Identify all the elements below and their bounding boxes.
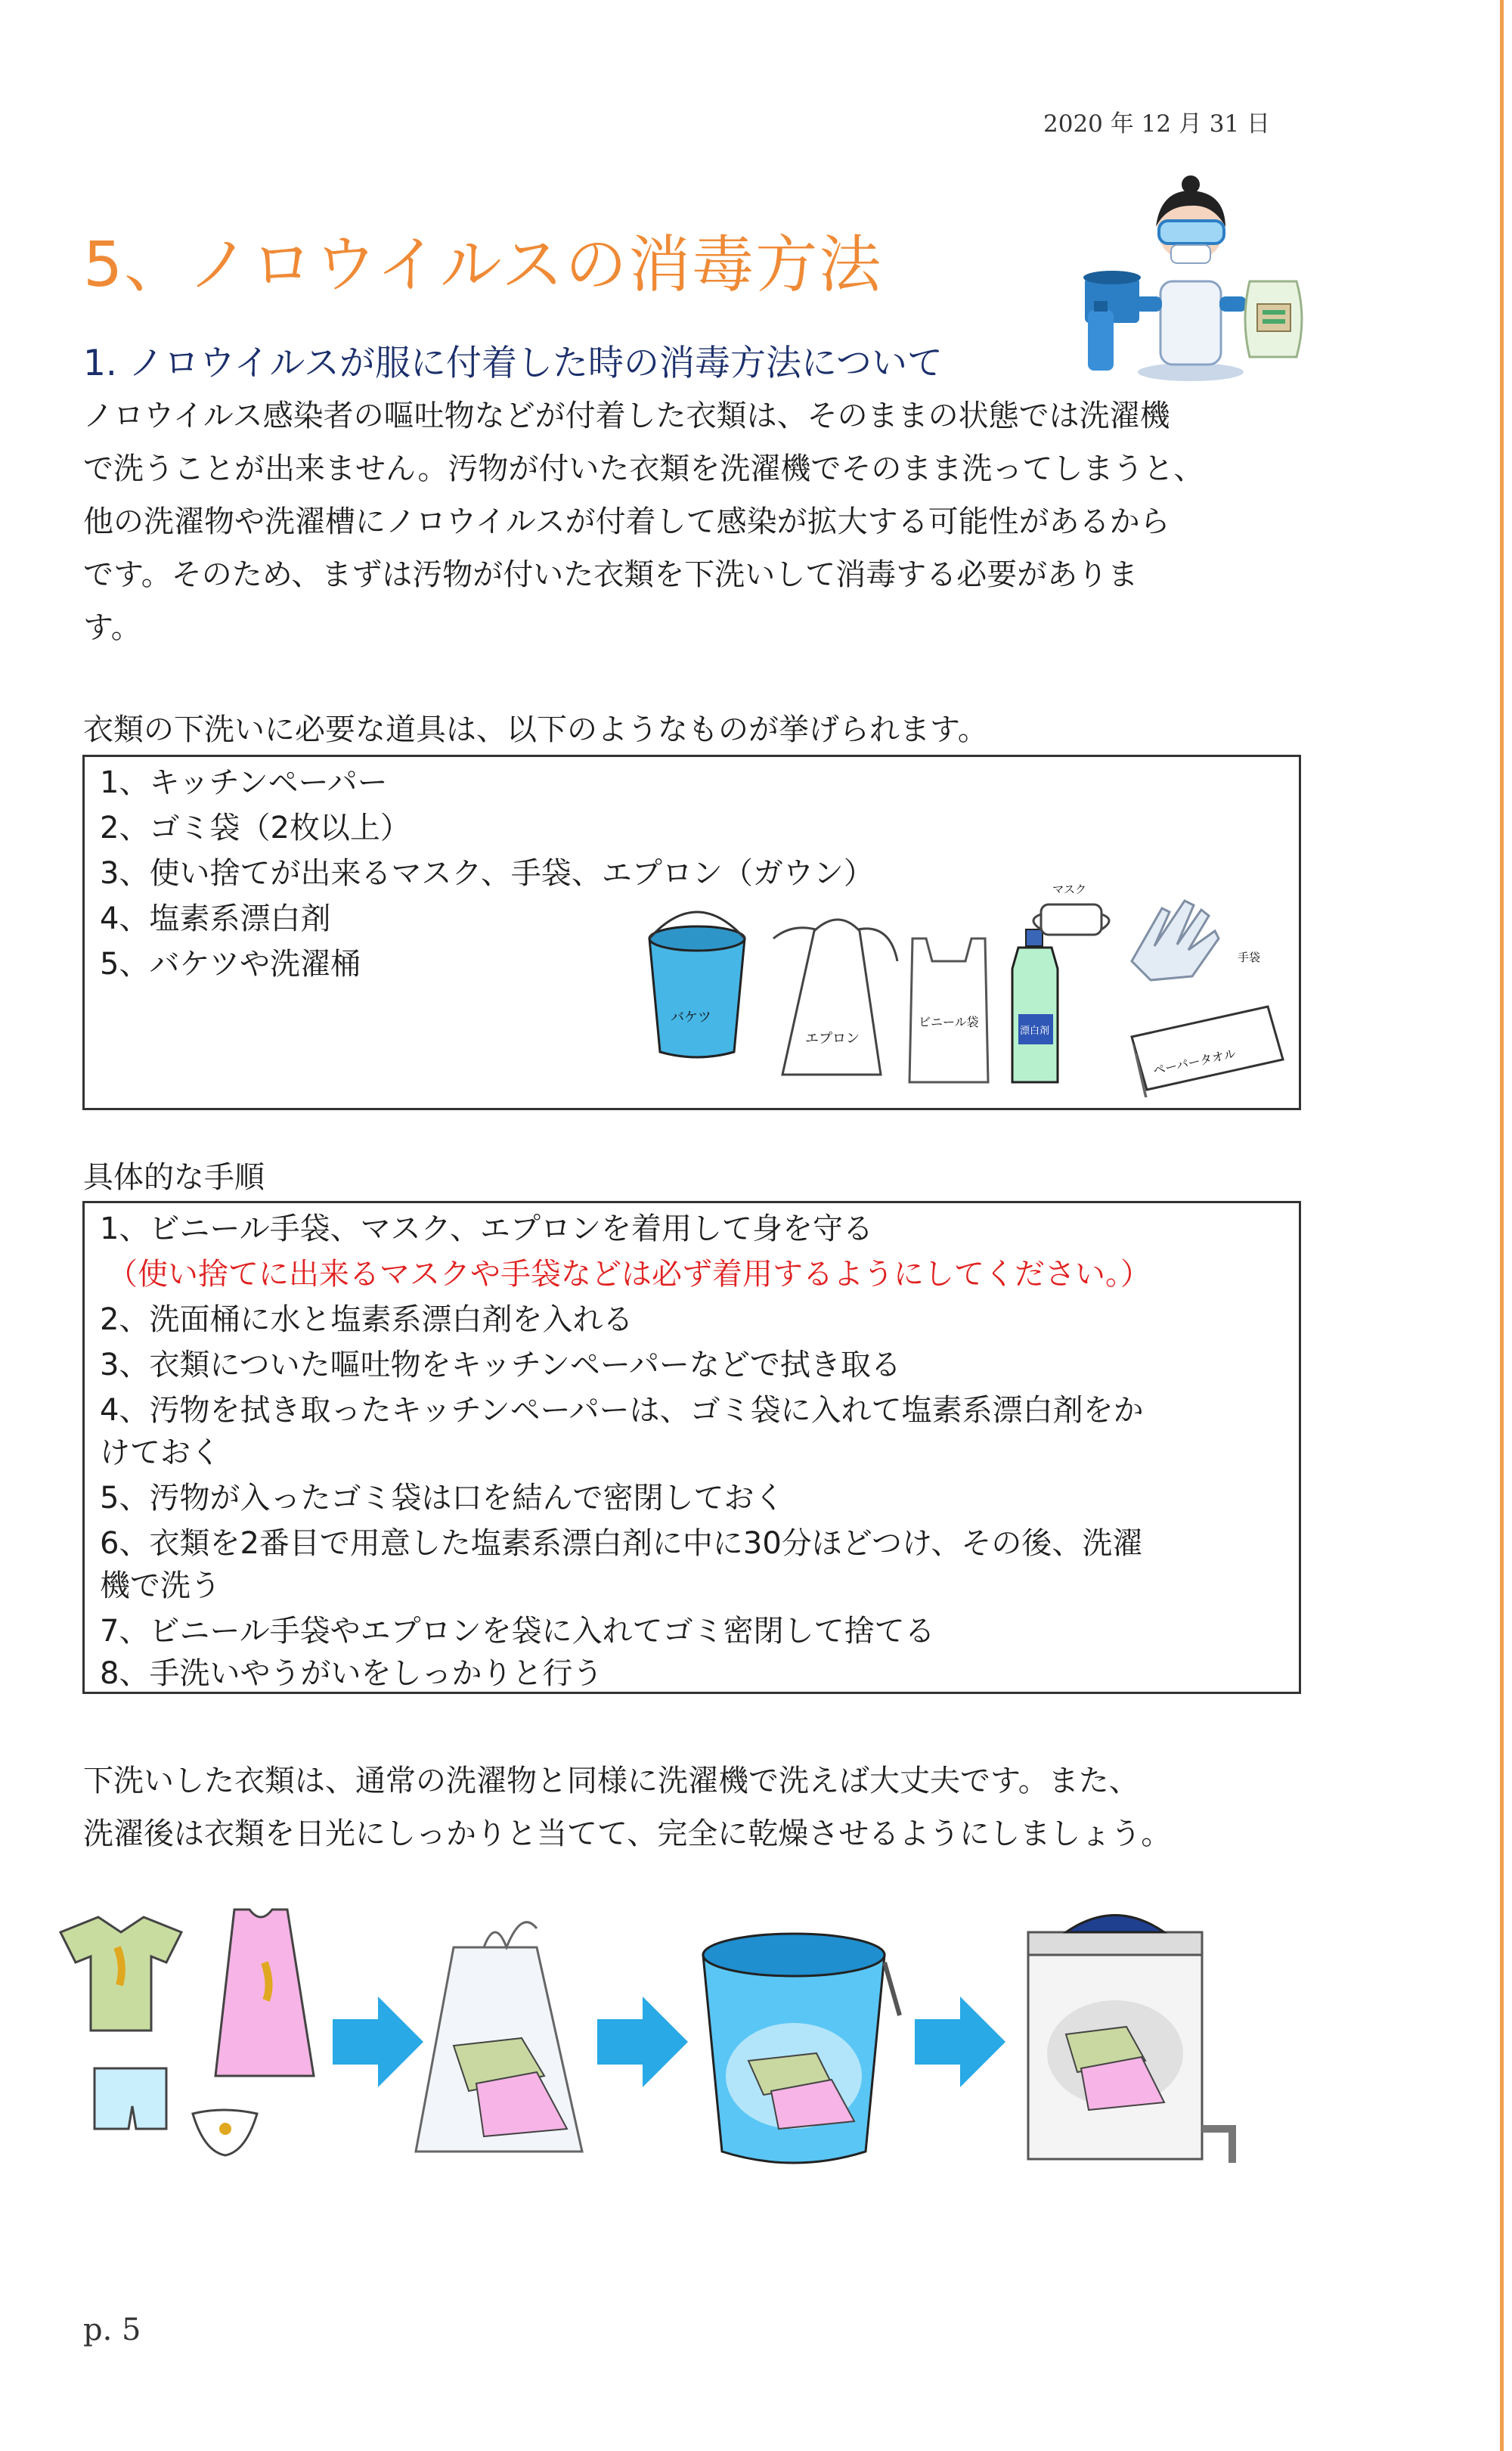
- closing-paragraph: [83, 1754, 1315, 1860]
- document-date: 2020 年 12 月 31 日: [1043, 110, 1271, 138]
- washing-flow-illustration: [53, 1902, 1323, 2189]
- intro-paragraph: [83, 389, 1315, 654]
- tools-box: [82, 755, 1301, 1110]
- intro-line: です。そのため、まずは汚物が付いた衣類を下洗いして消毒する必要がありま: [83, 557, 1139, 592]
- arrow-right-icon: [333, 1996, 423, 2087]
- step-item: 1、ビニール手袋、マスク、エプロンを着用して身を守る: [100, 1212, 874, 1246]
- tool-item: 4、塩素系漂白剤: [100, 901, 331, 936]
- tools-label: 衣類の下洗いに必要な道具は、以下のようなものが挙げられます。: [83, 712, 988, 747]
- step-item: 7、ビニール手袋やエプロンを袋に入れてゴミ密閉して捨てる: [100, 1614, 935, 1649]
- towel-label: ペーパータオル: [1151, 1046, 1238, 1078]
- closing-line: 洗濯後は衣類を日光にしっかりと当てて、完全に乾燥させるようにしましょう。: [83, 1817, 1172, 1851]
- nurse-illustration: [1077, 168, 1312, 383]
- bag-label: ビニール袋: [919, 1015, 979, 1029]
- page-title: 5、ノロウイルスの消毒方法: [83, 229, 883, 301]
- glove-label: 手袋: [1238, 951, 1261, 964]
- tool-item: 2、ゴミ袋（2枚以上）: [100, 811, 411, 845]
- tied-bag-icon: [416, 1922, 582, 2152]
- apron-label: エプロン: [805, 1031, 860, 1047]
- section-subtitle: 1. ノロウイルスが服に付着した時の消毒方法について: [83, 343, 943, 384]
- tool-item: 1、キッチンペーパー: [100, 765, 388, 800]
- bleach-label: 漂白剤: [1020, 1025, 1050, 1037]
- plastic-bag-icon: [909, 939, 988, 1082]
- mask-icon: [1033, 883, 1109, 935]
- bucket-icon: [649, 912, 745, 1057]
- steps-label: 具体的な手順: [83, 1160, 265, 1195]
- step-item: 5、汚物が入ったゴミ袋は口を結んで密閉しておく: [100, 1481, 785, 1516]
- soiled-clothes-icon: [60, 1910, 314, 2155]
- bleach-bottle-icon: [1012, 929, 1058, 1082]
- step-item: 6、衣類を2番目で用意した塩素系漂白剤に中に30分ほどつけ、その後、洗濯: [100, 1526, 1143, 1561]
- washing-machine-icon: [1028, 1916, 1232, 2164]
- step-item: 8、手洗いやうがいをしっかりと行う: [100, 1656, 603, 1691]
- paper-towel-icon: [1132, 1007, 1283, 1097]
- tools-illustration: [640, 878, 1298, 1097]
- apron-icon: [773, 920, 897, 1075]
- glove-icon: [1132, 901, 1260, 980]
- bucket-label: バケツ: [671, 1010, 711, 1025]
- closing-line: 下洗いした衣類は、通常の洗濯物と同様に洗濯機で洗えば大丈夫です。また、: [83, 1764, 1139, 1798]
- step-item: 4、汚物を拭き取ったキッチンペーパーは、ゴミ袋に入れて塩素系漂白剤をか: [100, 1393, 1144, 1428]
- mask-label: マスク: [1052, 883, 1087, 896]
- intro-line: 他の洗濯物や洗濯槽にノロウイルスが付着して感染が拡大する可能性があるから: [83, 504, 1170, 539]
- steps-box: [82, 1201, 1301, 1694]
- step-item-continued: けておく: [100, 1435, 221, 1470]
- tool-item: 5、バケツや洗濯桶: [100, 947, 361, 982]
- step-item: 2、洗面桶に水と塩素系漂白剤を入れる: [100, 1302, 634, 1337]
- intro-line: す。: [83, 610, 141, 645]
- tool-item: 3、使い捨てが出来るマスク、手袋、エプロン（ガウン）: [100, 856, 874, 891]
- step-note-warning: （使い捨てに出来るマスクや手袋などは必ず着用するようにしてください。）: [107, 1257, 1151, 1292]
- page-edge-rule: [1500, 0, 1504, 2451]
- intro-line: ノロウイルス感染者の嘔吐物などが付着した衣類は、そのままの状態では洗濯機: [83, 399, 1170, 433]
- page-number: p. 5: [83, 2313, 141, 2347]
- arrow-right-icon: [915, 1996, 1005, 2087]
- bleach-bucket-icon: [703, 1934, 900, 2163]
- step-item-continued: 機で洗う: [100, 1568, 221, 1603]
- arrow-right-icon: [597, 1996, 688, 2087]
- intro-line: で洗うことが出来ません。汚物が付いた衣類を洗濯機でそのまま洗ってしまうと、: [83, 451, 1204, 486]
- step-item: 3、衣類についた嘔吐物をキッチンペーパーなどで拭き取る: [100, 1348, 901, 1382]
